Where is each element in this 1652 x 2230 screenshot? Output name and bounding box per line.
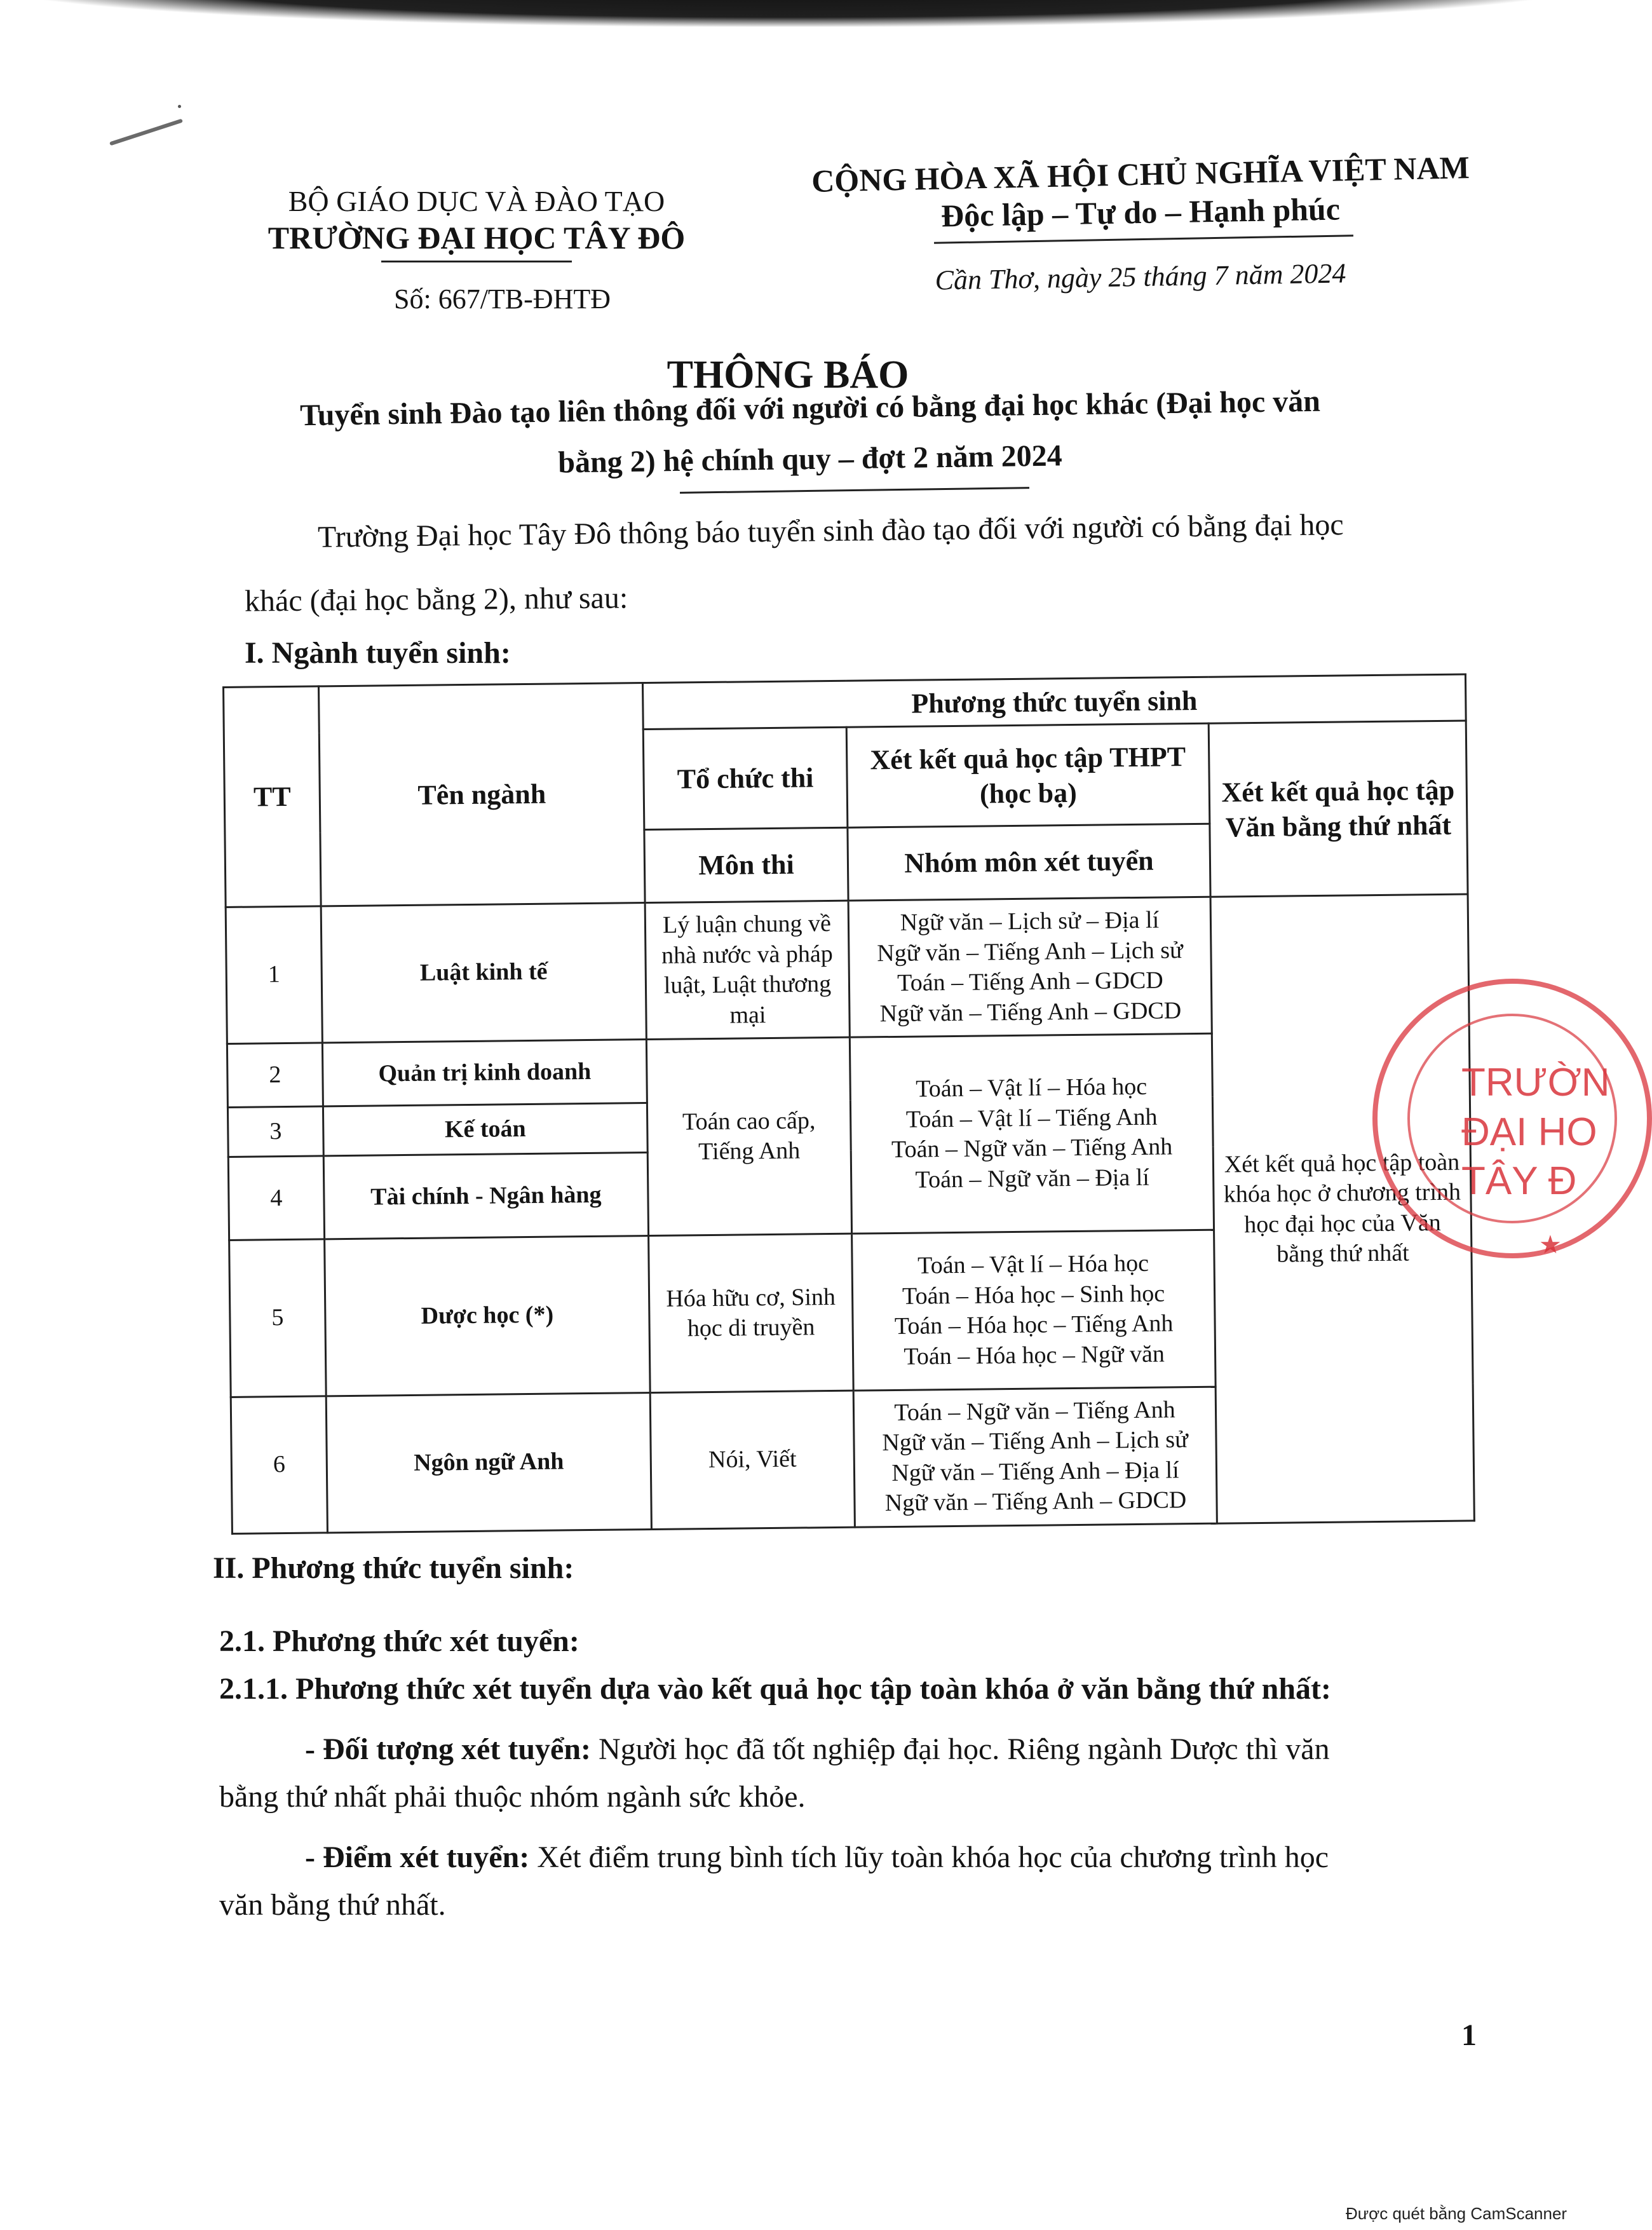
subject-group-line: Toán – Ngữ văn – Tiếng Anh [891,1133,1173,1164]
school-seal-text [1461,1058,1610,1206]
header-first-degree-review: Xét kết quả học tập Văn bằng thứ nhất [1209,721,1468,897]
row-major-name: Dược học (*) [325,1236,651,1396]
ministry-name: BỘ GIÁO DỤC VÀ ĐÀO TẠO [288,185,665,217]
eligibility-bullet [305,1732,1330,1767]
header-subject-groups: Nhóm môn xét tuyển [848,824,1210,901]
eligibility-text-cont: bằng thứ nhất phải thuộc nhóm ngành sức khỏe. [219,1780,806,1814]
row-major-name: Ngôn ngữ Anh [326,1392,651,1532]
score-bullet [305,1840,1329,1875]
notice-underline [680,487,1029,494]
subject-group-line: Ngữ văn – Tiếng Anh – GDCD [879,996,1182,1027]
scan-edge-shadow [0,0,1576,27]
seal-line3: TÂY Đ [1461,1159,1577,1203]
section2-heading: II. Phương thức tuyển sinh: [213,1551,574,1585]
row-tt: 2 [227,1043,323,1107]
row-major-name: Kế toán [323,1103,647,1156]
header-exam-organization: Tổ chức thi [643,728,848,830]
row-major-name: Tài chính - Ngân hàng [323,1153,648,1239]
date-line: Cần Thơ, ngày 25 tháng 7 năm 2024 [935,257,1346,296]
row-tt: 6 [231,1396,327,1534]
section1-heading: I. Ngành tuyển sinh: [245,636,511,670]
header-major-name: Tên ngành [319,683,646,906]
row-exam-subjects: Nói, Viết [650,1390,855,1529]
admissions-table-wrapper [222,674,1473,1535]
notice-subtitle-line2: bằng 2) hệ chính quy – đợt 2 năm 2024 [557,439,1063,480]
seal-star-icon: ★ [1539,1230,1562,1259]
score-text: Xét điểm trung bình tích lũy toàn khóa học của chương trình học [529,1840,1329,1874]
notice-subtitle-line1: Tuyển sinh Đào tạo liên thông đối với người có bằng đại học khác (Đại học văn [299,384,1321,433]
row-subject-groups [848,897,1212,1037]
subject-group-line: Toán – Vật lí – Hóa học [916,1073,1148,1103]
row-subject-groups [850,1033,1214,1234]
row-tt: 4 [228,1156,324,1241]
row-tt: 3 [227,1106,323,1157]
header-exam-subjects: Môn thi [644,827,848,903]
pen-dot-mark [178,105,181,108]
subject-group-line: Toán – Hóa học – Tiếng Anh [894,1310,1174,1340]
scanner-watermark: Được quét bằng CamScanner [1346,2204,1567,2223]
subject-group-line: Toán – Hóa học – Sinh học [902,1280,1165,1310]
row-subject-groups [852,1230,1216,1390]
subject-group-line: Toán – Ngữ văn – Địa lí [915,1164,1150,1193]
motto-underline [934,235,1353,244]
row-major-name: Quản trị kinh doanh [322,1040,647,1106]
header-transcript-review: Xét kết quả học tập THPT (học bạ) [846,724,1210,827]
document-number: Số: 667/TB-ĐHTĐ [394,283,611,315]
score-label: - Điểm xét tuyển: [305,1840,530,1874]
row-tt: 5 [229,1239,327,1397]
eligibility-label: - Đối tượng xét tuyển: [305,1732,591,1766]
row-subject-groups [853,1387,1217,1527]
school-name: TRƯỜNG ĐẠI HỌC TÂY ĐÔ [267,220,686,255]
first-degree-criteria: Xét kết quả học tập toàn khóa học ở chương trình học đại học của Văn bằng thứ nhất [1210,894,1474,1523]
subject-group-line: Toán – Vật lí – Hóa học [917,1249,1149,1279]
eligibility-text: Người học đã tốt nghiệp đại học. Riêng ngành Dược thì văn [591,1732,1330,1766]
score-text-cont: văn bằng thứ nhất. [219,1888,446,1922]
intro-line2: khác (đại học bằng 2), như sau: [244,581,628,618]
section2-1-1-heading: 2.1.1. Phương thức xét tuyển dựa vào kết quả học tập toàn khóa ở văn bằng thứ nhất: [219,1672,1331,1706]
subject-group-line: Ngữ văn – Tiếng Anh – Lịch sử [877,936,1183,967]
seal-line2: ĐẠI HO [1461,1110,1597,1154]
section2-1-heading: 2.1. Phương thức xét tuyển: [219,1624,579,1658]
page-number: 1 [1461,2018,1477,2052]
header-tt: TT [224,686,322,908]
header-admission-methods: Phương thức tuyển sinh [642,674,1466,730]
intro-line1: Trường Đại học Tây Đô thông báo tuyển sinh đào tạo đối với người có bằng đại học [317,508,1344,554]
notice-title: THÔNG BÁO [667,353,909,397]
school-underline [381,261,572,262]
subject-group-line: Toán – Tiếng Anh – GDCD [897,967,1163,996]
national-motto: Độc lập – Tự do – Hạnh phúc [940,191,1341,234]
subject-group-line: Ngữ văn – Lịch sử – Địa lí [900,906,1160,936]
subject-group-line: Ngữ văn – Tiếng Anh – GDCD [884,1486,1187,1517]
row-tt: 1 [226,906,322,1044]
republic-title: CỘNG HÒA XÃ HỘI CHỦ NGHĨA VIỆT NAM [811,149,1470,199]
row-major-name: Luật kinh tế [321,903,646,1043]
subject-group-line: Ngữ văn – Tiếng Anh – Địa lí [891,1457,1179,1486]
row-exam-subjects: Hóa hữu cơ, Sinh học di truyền [649,1234,854,1393]
table-row [226,894,1469,1044]
row-exam-subjects: Lý luận chung về nhà nước và pháp luật, Luật thương mại [645,901,850,1039]
seal-line1: TRƯỜN [1461,1061,1610,1105]
subject-group-line: Ngữ văn – Tiếng Anh – Lịch sử [882,1426,1188,1457]
pen-stroke-mark [109,119,183,146]
subject-group-line: Toán – Vật lí – Tiếng Anh [905,1103,1158,1133]
subject-group-line: Toán – Ngữ văn – Tiếng Anh [894,1396,1175,1426]
row-exam-subjects: Toán cao cấp, Tiếng Anh [646,1037,851,1236]
subject-group-line: Toán – Hóa học – Ngữ văn [904,1340,1165,1370]
admissions-table [222,673,1475,1534]
